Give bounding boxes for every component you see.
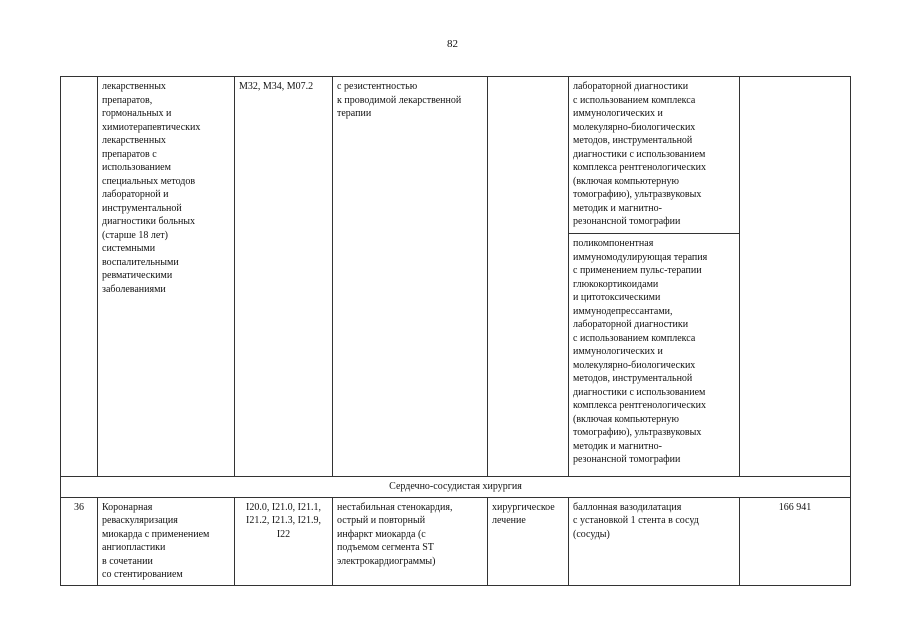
patient-model-cell: нестабильная стенокардия, острый и повторный инфаркт миокарда (с подъемом сегмента ST электрокардиограммы): [333, 497, 488, 585]
treatment-method-cell: лабораторной диагностики с использованием комплекса иммунологических и молекулярно-биологических методов, инструментальной диагностики с использованием комплекса рентгенологических (включая компьютерную томографию), ультразвуковых методик и магнитно- резонансной томографии: [569, 77, 740, 234]
care-name-cell: Коронарная реваскуляризация миокарда с применением ангиопластики в сочетании со стентированием: [98, 497, 235, 585]
section-title: Сердечно-сосудистая хирургия: [61, 477, 851, 498]
row-number-cell: 36: [61, 497, 98, 585]
continuation-row: [61, 77, 851, 234]
row-number-cell: [61, 77, 98, 477]
cost-cell: 166 941: [740, 497, 851, 585]
table-row-36: [61, 497, 851, 585]
treatment-method-cell: поликомпонентная иммуномодулирующая терапия с применением пульс-терапии глюкокортикоидами и цитотоксическими иммунодепрессантами, лабораторной диагностики с использованием комплекса иммунологических и молекулярно-биологических методов, инструментальной диагностики с использованием комплекса рентгенологических (включая компьютерную томографию), ультразвуковых методик и магнитно- резонансной томографии: [569, 234, 740, 477]
treatment-type-cell: хирургическое лечение: [488, 497, 569, 585]
icd-codes-cell: M32, M34, M07.2: [235, 77, 333, 477]
treatment-type-cell: [488, 77, 569, 477]
medical-care-table: [60, 76, 851, 586]
patient-model-cell: с резистентностью к проводимой лекарственной терапии: [333, 77, 488, 477]
icd-codes-cell: I20.0, I21.0, I21.1, I21.2, I21.3, I21.9, I22: [235, 497, 333, 585]
care-name-cell: лекарственных препаратов, гормональных и химиотерапевтических лекарственных препаратов с использованием специальных методов лабораторной и инструментальной диагностики больных (старше 18 лет) системными воспалительными ревматическими заболеваниями: [98, 77, 235, 477]
page-number: 82: [447, 38, 458, 50]
cost-cell: [740, 77, 851, 477]
section-header-row: [61, 477, 851, 498]
treatment-method-cell: баллонная вазодилатация с установкой 1 стента в сосуд (сосуды): [569, 497, 740, 585]
